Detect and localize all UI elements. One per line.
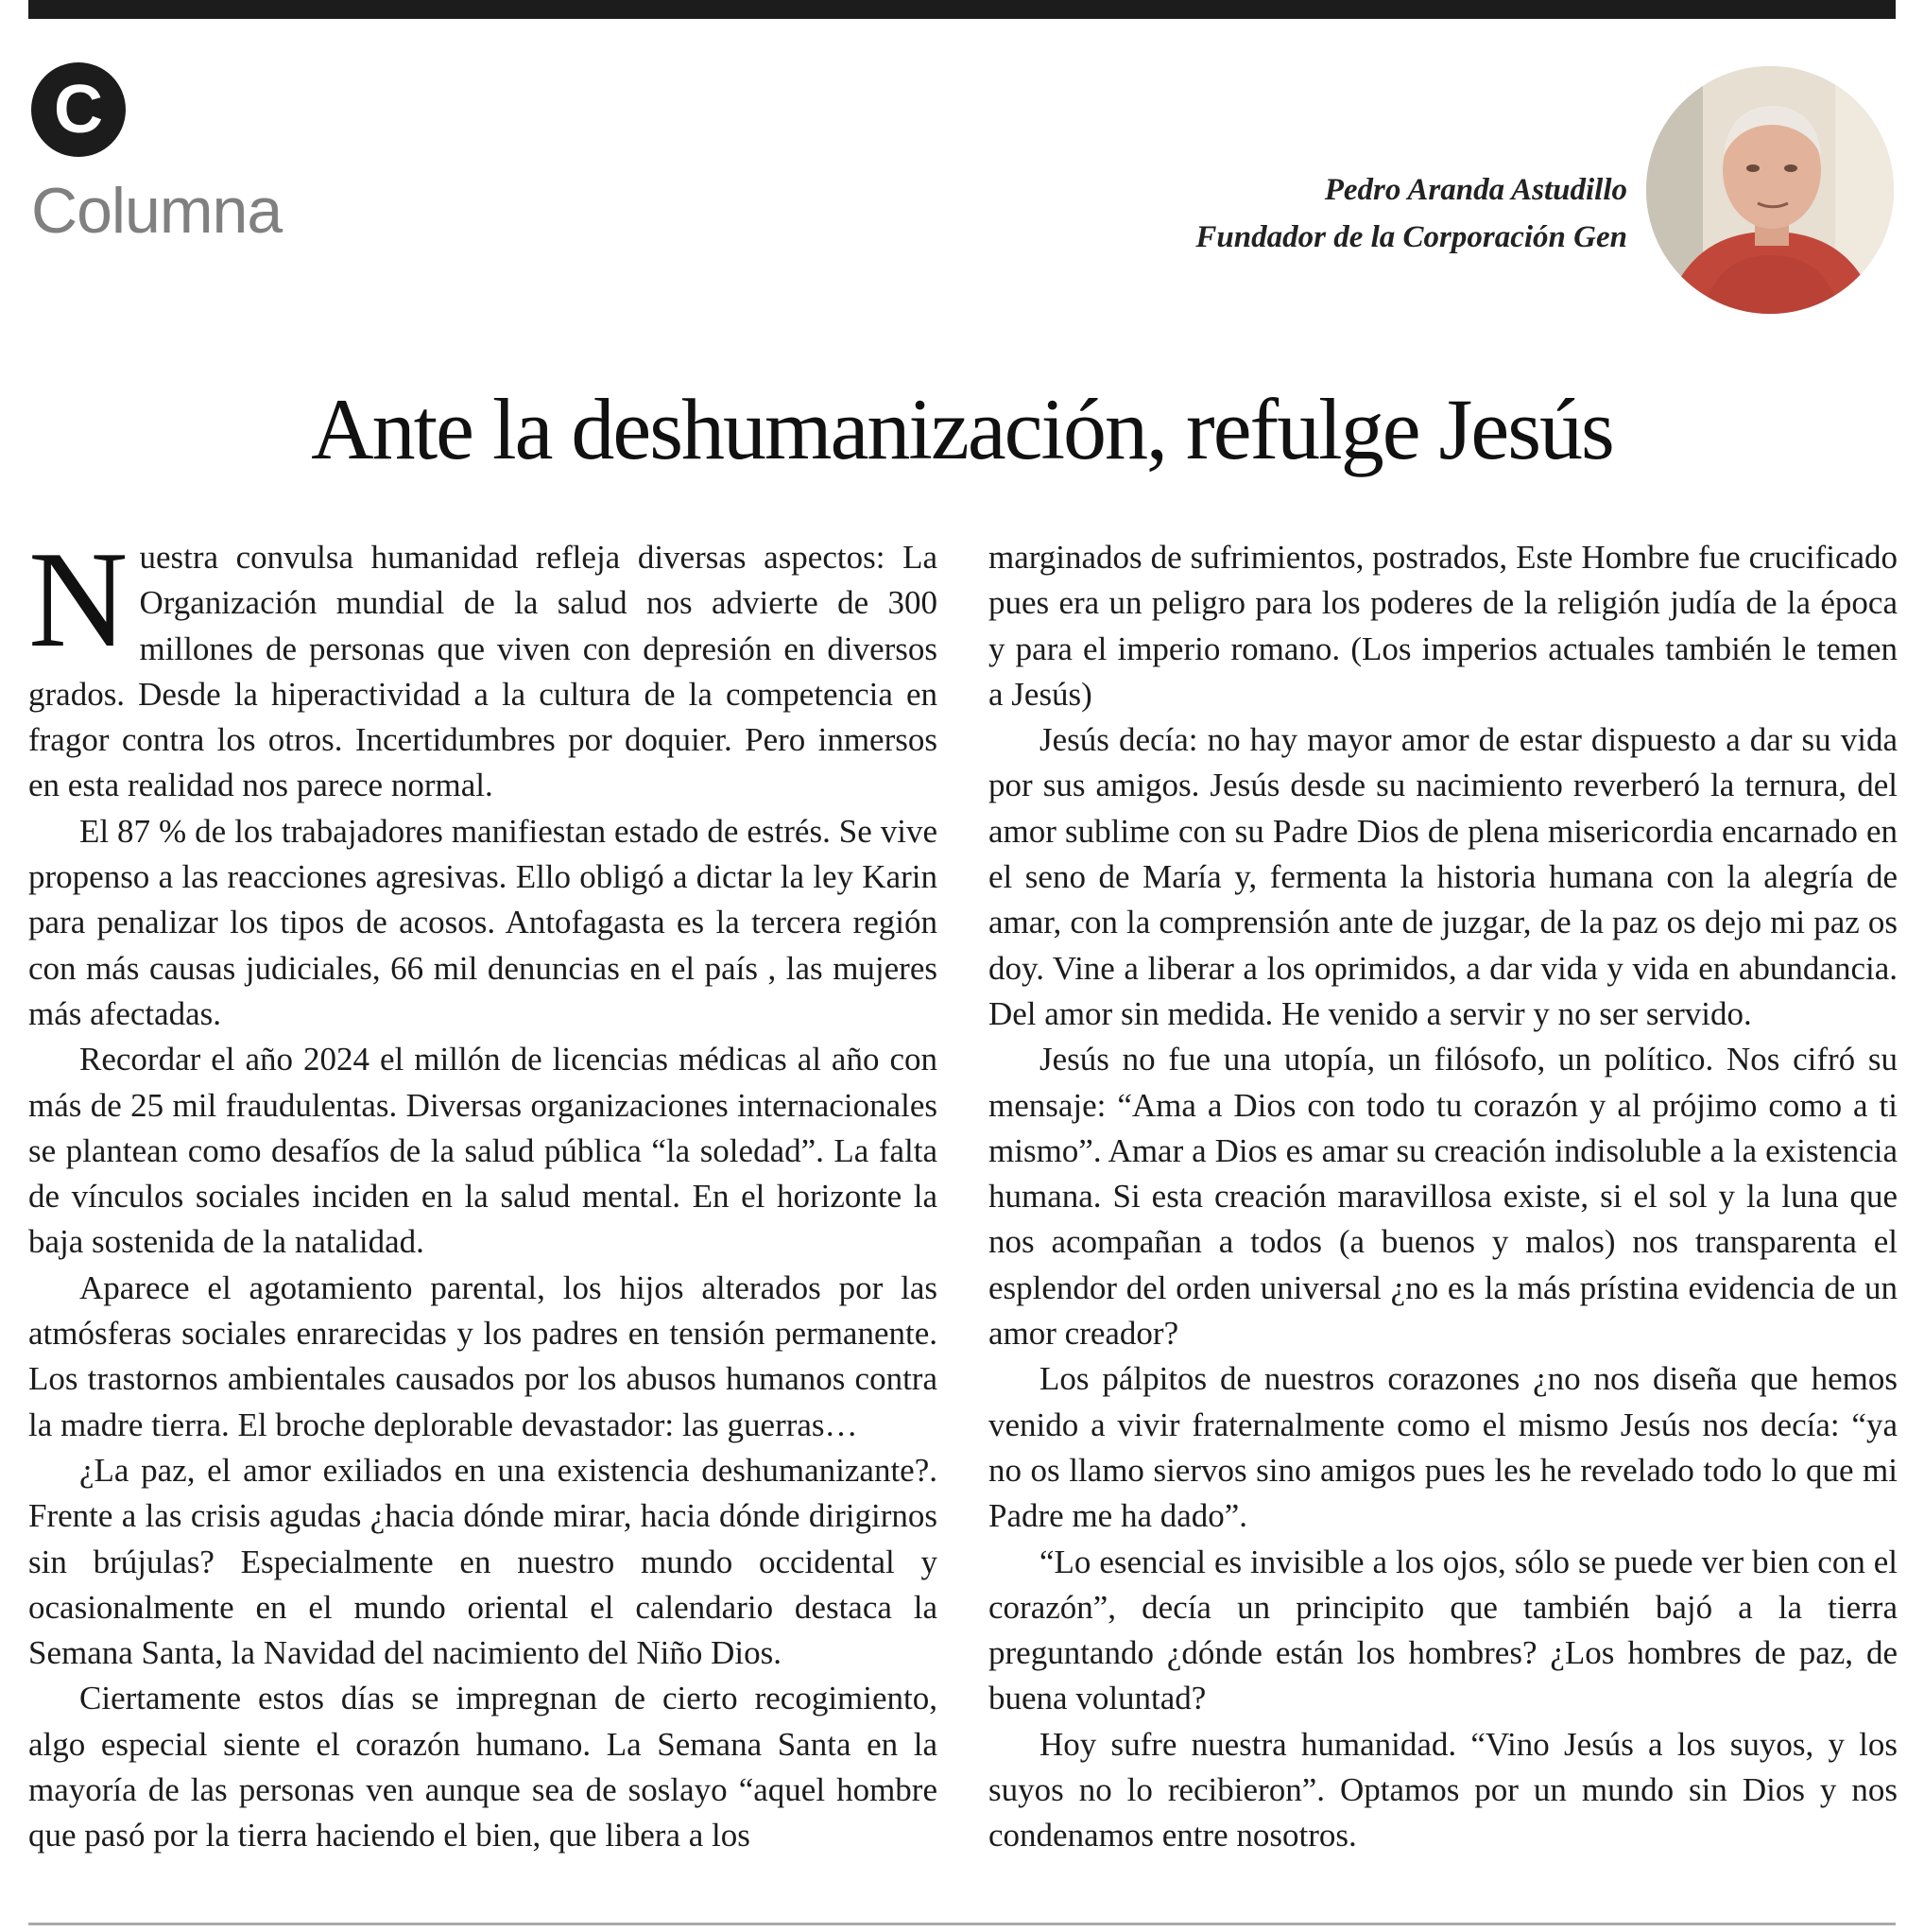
drop-cap: N bbox=[28, 523, 129, 676]
author-byline bbox=[1195, 166, 1627, 261]
paragraph: ¿La paz, el amor exiliados en una existencia deshumanizante?. Frente a las crisis agudas ¿hacia dónde mirar, hacia dónde dirigirnos sin brújulas? Especialmente en nuestro mundo occidental y ocasionalmente en el mundo oriental el calendario destaca la Semana Santa, la Navidad del nacimiento del Niño Dios. bbox=[28, 1451, 937, 1672]
paragraph: Jesús decía: no hay mayor amor de estar dispuesto a dar su vida por sus amigos. Jesús desde su nacimiento reverberó la ternura, del amor sublime con su Padre Dios de plena misericordia encarnado en el seno de María y, fermenta la historia humana con la alegría de amar, con la comprensión ante de juzgar, de la paz os dejo mi paz os doy. Vine a liberar a los oprimidos, a dar vida y vida en abundancia. Del amor sin medida. He venido a servir y no ser servido. bbox=[988, 721, 1898, 1032]
paragraph: Jesús no fue una utopía, un filósofo, un político. Nos cifró su mensaje: “Ama a Dios con todo tu corazón y al prójimo como a ti mismo”. Amar a Dios es amar su creación indisoluble a la existencia humana. Si esta creación maravillosa existe, si el sol y la luna que nos acompañan a todos (a buenos y malos) nos transparenta el esplendor del orden universal ¿no es la más prístina evidencia de un amor creador? bbox=[988, 1041, 1898, 1353]
paragraph: Aparece el agotamiento parental, los hijos alterados por las atmósferas sociales enrarecidas y los padres en tensión permanente. Los trastornos ambientales causados por los abusos humanos contra la madre tierra. El broche deplorable devastador: las guerras… bbox=[28, 1268, 937, 1443]
paragraph: El 87 % de los trabajadores manifiestan estado de estrés. Se vive propenso a las reacciones agresivas. Ello obligó a dictar la ley Karin para penalizar los tipos de acosos. Antofagasta es la tercera región con más causas judiciales, 66 mil denuncias en el país , las mujeres más afectadas. bbox=[28, 812, 937, 1032]
paragraph: marginados de sufrimientos, postrados, Este Hombre fue crucificado pues era un peligro para los poderes de la religión judía de la época y para el imperio romano. (Los imperios actuales también le temen a Jesús) bbox=[988, 539, 1898, 713]
bottom-rule bbox=[28, 1923, 1896, 1925]
paragraph: Nuestra convulsa humanidad refleja diversas aspectos: La Organización mundial de la salud nos advierte de 300 millones de personas que viven con depresión en diversos grados. Desde la hiperactividad a la cultura de la competencia en fragor contra los otros. Incertidumbres por doquier. Pero inmersos en esta realidad nos parece normal. bbox=[28, 523, 937, 804]
author-portrait-image bbox=[1646, 66, 1894, 314]
top-rule bbox=[28, 0, 1896, 19]
paragraph: Ciertamente estos días se impregnan de cierto recogimiento, algo especial siente el corazón humano. La Semana Santa en la mayoría de las personas ven aunque sea de soslayo “aquel hombre que pasó por la tierra haciendo el bien, que libera a los bbox=[28, 1680, 937, 1854]
section-badge: C bbox=[31, 62, 126, 157]
article-column-right bbox=[988, 535, 1898, 1859]
paragraph: “Lo esencial es invisible a los ojos, sólo se puede ver bien con el corazón”, decía un principito que también bajó a la tierra preguntando ¿dónde están los hombres? ¿Los hombres de paz, de buena voluntad? bbox=[988, 1543, 1898, 1717]
paragraph: Los pálpitos de nuestros corazones ¿no nos diseña que hemos venido a vivir fraternalmente como el mismo Jesús nos decía: “ya no os llamo siervos sino amigos pues les he revelado todo lo que mi Padre me ha dado”. bbox=[988, 1360, 1898, 1535]
paragraph: Recordar el año 2024 el millón de licencias médicas al año con más de 25 mil fraudulentas. Diversas organizaciones internacionales se plantean como desafíos de la salud pública “la soledad”. La falta de vínculos sociales inciden en la salud mental. En el horizonte la baja sostenida de la natalidad. bbox=[28, 1041, 937, 1261]
paragraph: Hoy sufre nuestra humanidad. “Vino Jesús a los suyos, y los suyos no lo recibieron”. Optamos por un mundo sin Dios y nos condenamos entre nosotros. bbox=[988, 1725, 1898, 1854]
section-label: Columna bbox=[31, 175, 283, 247]
author-photo bbox=[1646, 66, 1894, 314]
author-name: Pedro Aranda Astudillo bbox=[1324, 173, 1627, 207]
author-role: Fundador de la Corporación Gen bbox=[1195, 220, 1627, 254]
headline: Ante la deshumanización, refulge Jesús bbox=[311, 381, 1613, 477]
article-column-left bbox=[28, 523, 937, 1859]
